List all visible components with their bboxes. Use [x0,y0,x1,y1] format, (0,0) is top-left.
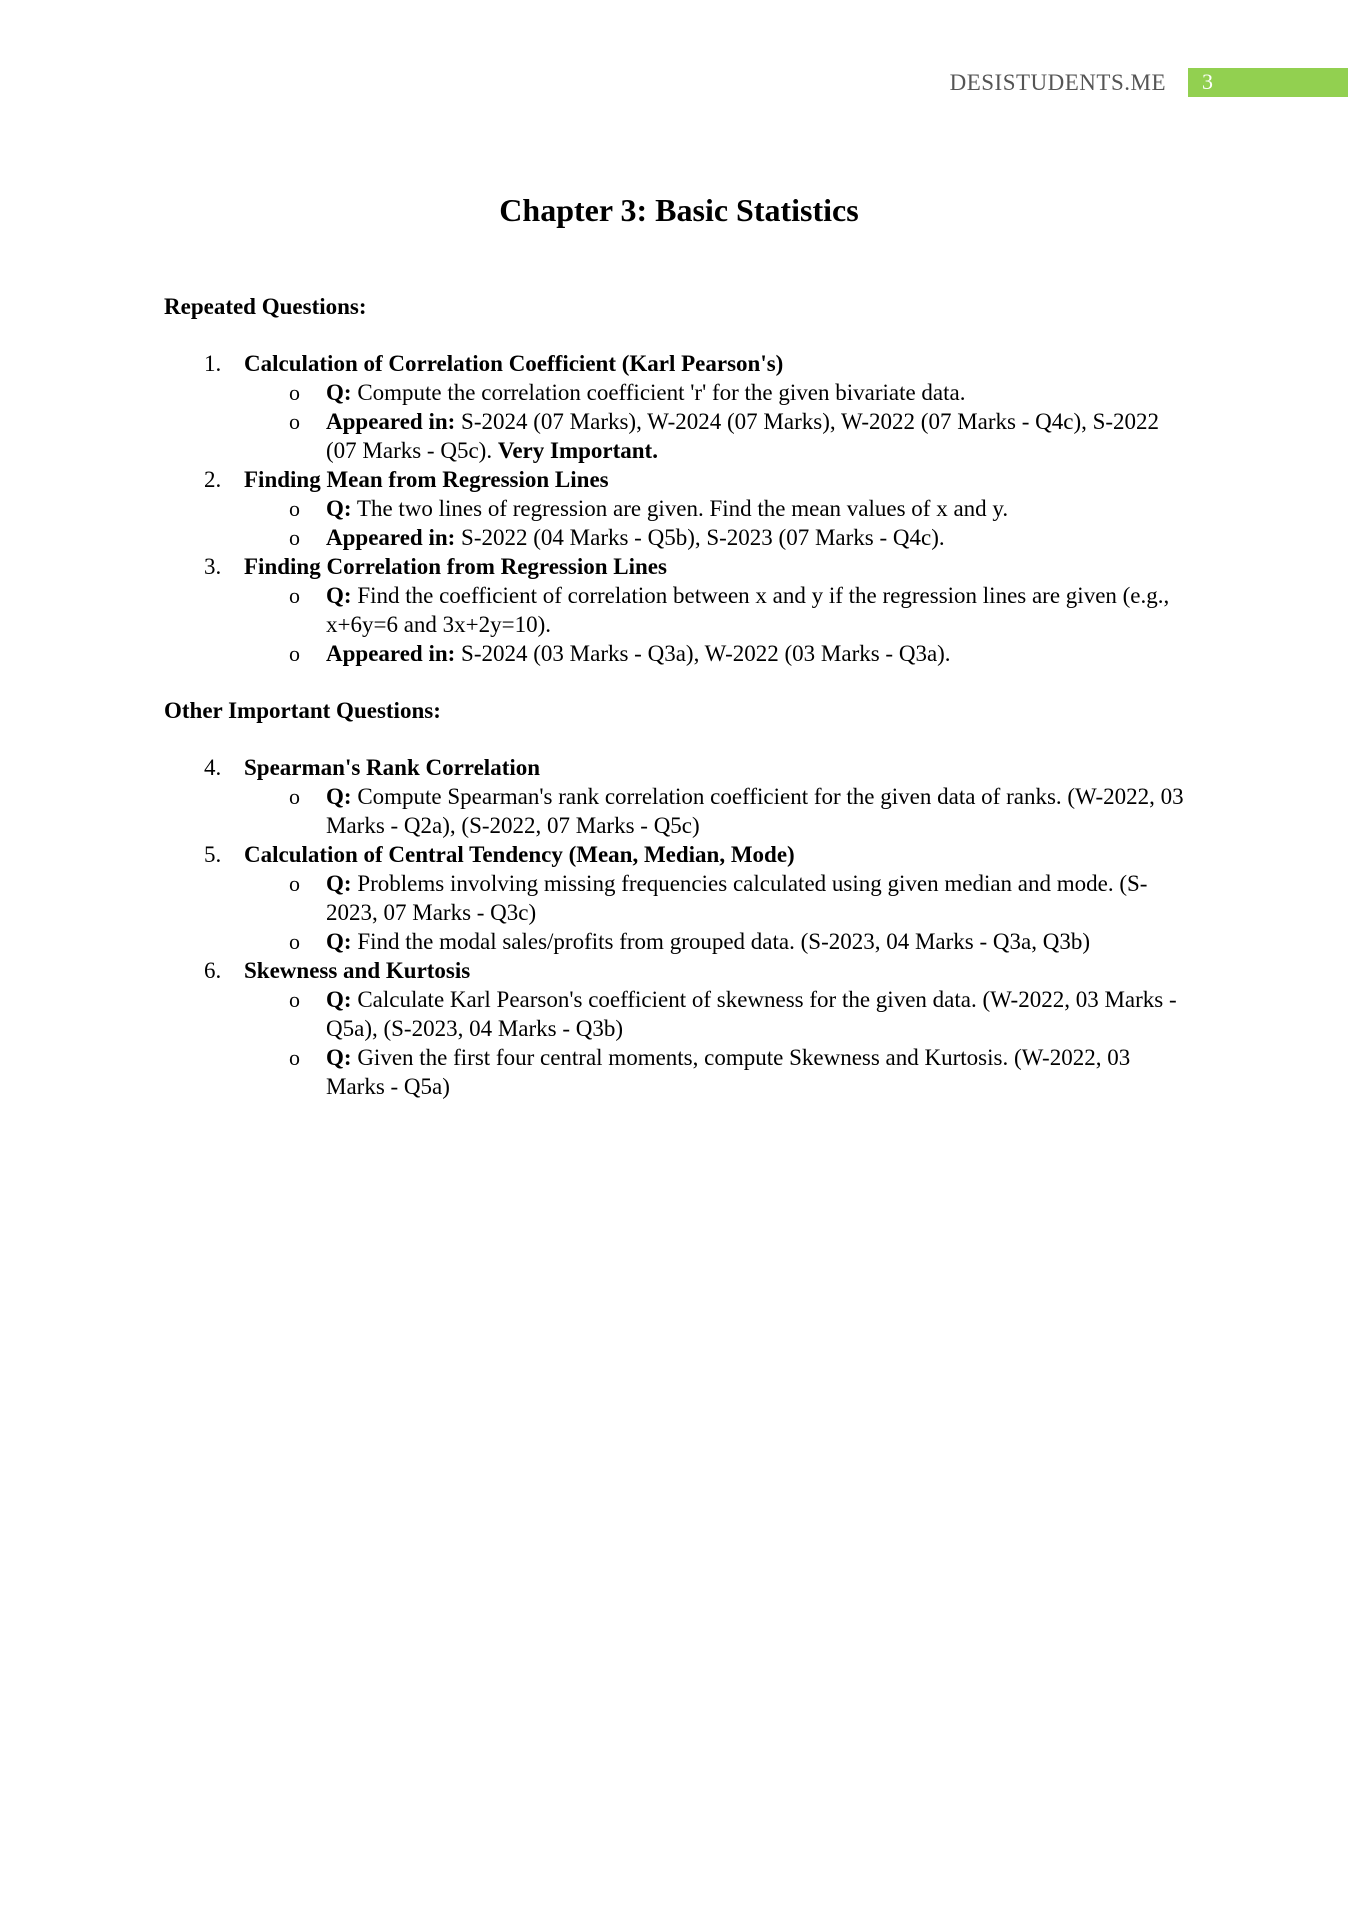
topic-bullets [244,581,1194,668]
bullet-text: Find the coefficient of correlation between x and y if the regression lines are given (e.g., x+6y=6 and 3x+2y=10). [326,583,1170,637]
bullet-circle-icon: o [289,1045,300,1070]
bullet-label: Q: [326,1045,352,1070]
bullet-item [244,407,1194,465]
section-repeated-questions [164,292,1194,668]
topic-bullets [244,378,1194,465]
topic-bullets [244,985,1194,1101]
bullet-text: The two lines of regression are given. Find the mean values of x and y. [351,496,1009,521]
bullet-text: Calculate Karl Pearson's coefficient of skewness for the given data. (W-2022, 03 Marks - Q5a), (S-2023, 04 Marks - Q3b) [326,987,1177,1041]
bullet-item [244,985,1194,1043]
bullet-circle-icon: o [289,380,300,405]
topic-item [164,753,1194,840]
topic-title: Skewness and Kurtosis [244,958,471,983]
topic-number: 2. [204,467,222,492]
bullet-label: Appeared in: [326,641,456,666]
header-site-name: DESISTUDENTS.ME [949,70,1166,95]
bullet-circle-icon: o [289,496,300,521]
bullet-circle-icon: o [289,784,300,809]
header-page-number: 3 [1202,69,1213,94]
bullet-item [244,1043,1194,1101]
topic-number: 5. [204,842,222,867]
document-body [164,292,1194,1101]
bullet-circle-icon: o [289,929,300,954]
topic-number: 6. [204,958,222,983]
section-heading: Repeated Questions: [164,294,367,319]
topic-item [164,465,1194,552]
bullet-item [244,927,1194,956]
section-other-important-questions [164,696,1194,1101]
bullet-text: Compute Spearman's rank correlation coefficient for the given data of ranks. (W-2022, 03 Marks - Q2a), (S-2022, 07 Marks - Q5c) [326,784,1184,838]
bullet-label: Q: [326,583,352,608]
bullet-text: S-2024 (07 Marks), W-2024 (07 Marks), W-2022 (07 Marks - Q4c), S-2022 (07 Marks - Q5c). [326,409,1160,463]
topic-title: Calculation of Correlation Coefficient (Karl Pearson's) [244,351,784,376]
bullet-circle-icon: o [289,525,300,550]
chapter-title: Chapter 3: Basic Statistics [499,192,859,228]
bullet-label: Q: [326,929,352,954]
topic-item [164,840,1194,956]
bullet-label: Q: [326,380,352,405]
bullet-circle-icon: o [289,583,300,608]
bullet-label: Q: [326,987,352,1012]
bullet-circle-icon: o [289,987,300,1012]
topic-number: 1. [204,351,222,376]
topic-title: Finding Correlation from Regression Lines [244,554,667,579]
bullet-text: Problems involving missing frequencies calculated using given median and mode. (S-2023, 07 Marks - Q3c) [326,871,1148,925]
bullet-circle-icon: o [289,641,300,666]
topic-bullets [244,494,1194,552]
topic-title: Calculation of Central Tendency (Mean, Median, Mode) [244,842,795,867]
bullet-label: Q: [326,784,352,809]
bullet-label: Q: [326,496,352,521]
topic-number: 3. [204,554,222,579]
topic-bullets [244,869,1194,956]
section-heading: Other Important Questions: [164,698,441,723]
bullet-item [244,378,1194,407]
bullet-text: Find the modal sales/profits from grouped data. (S-2023, 04 Marks - Q3a, Q3b) [351,929,1090,954]
topic-item [164,552,1194,668]
bullet-label: Appeared in: [326,409,456,434]
topic-bullets [244,782,1194,840]
topic-title: Spearman's Rank Correlation [244,755,541,780]
bullet-circle-icon: o [289,409,300,434]
topic-item [164,349,1194,465]
bullet-label: Appeared in: [326,525,456,550]
bullet-item [244,639,1194,668]
bullet-circle-icon: o [289,871,300,896]
bullet-item [244,581,1194,639]
bullet-item [244,523,1194,552]
bullet-item [244,782,1194,840]
bullet-item [244,869,1194,927]
topic-number: 4. [204,755,222,780]
bullet-text: S-2024 (03 Marks - Q3a), W-2022 (03 Marks - Q3a). [455,641,951,666]
topic-item [164,956,1194,1101]
bullet-item [244,494,1194,523]
page-header [0,68,1358,97]
bullet-text: S-2022 (04 Marks - Q5b), S-2023 (07 Marks - Q4c). [455,525,945,550]
bullet-emphasis: Very Important. [497,438,658,463]
header-page-badge [1188,68,1348,97]
bullet-label: Q: [326,871,352,896]
topic-title: Finding Mean from Regression Lines [244,467,609,492]
bullet-text: Given the first four central moments, compute Skewness and Kurtosis. (W-2022, 03 Marks - Q5a) [326,1045,1131,1099]
bullet-text: Compute the correlation coefficient 'r' for the given bivariate data. [351,380,966,405]
